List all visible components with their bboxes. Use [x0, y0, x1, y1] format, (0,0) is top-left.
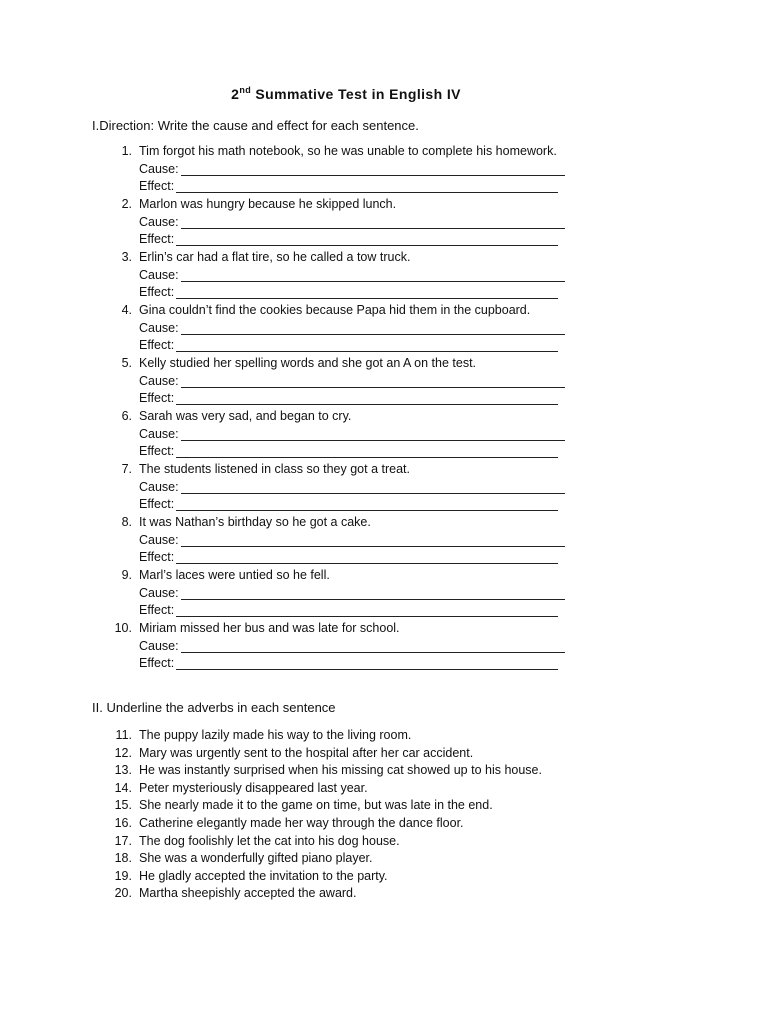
- section2-direction: II. Underline the adverbs in each sentence: [92, 700, 336, 715]
- sentence-number: 17.: [114, 833, 132, 848]
- adverb-sentence: She nearly made it to the game on time, but was late in the end.: [139, 798, 493, 813]
- effect-answer-line[interactable]: [176, 656, 558, 670]
- cause-label: Cause:: [139, 374, 179, 388]
- effect-row: [139, 603, 558, 620]
- sentence-number: 13.: [114, 763, 132, 778]
- cause-row: [139, 215, 565, 232]
- effect-label: Effect:: [139, 497, 175, 511]
- question-item: [110, 409, 610, 462]
- question-item: [110, 515, 610, 568]
- question-sentence: Marl’s laces were untied so he fell.: [139, 568, 330, 582]
- adverb-sentence-item: [110, 816, 630, 834]
- effect-answer-line[interactable]: [176, 285, 558, 299]
- question-sentence: Erlin’s car had a flat tire, so he called a tow truck.: [139, 250, 411, 264]
- sentence-number: 18.: [114, 851, 132, 866]
- cause-answer-line[interactable]: [181, 480, 565, 494]
- cause-label: Cause:: [139, 162, 179, 176]
- effect-row: [139, 232, 558, 249]
- effect-label: Effect:: [139, 444, 175, 458]
- cause-label: Cause:: [139, 321, 179, 335]
- effect-row: [139, 338, 558, 355]
- adverb-sentence: Catherine elegantly made her way through the dance floor.: [139, 815, 464, 830]
- question-sentence: Tim forgot his math notebook, so he was unable to complete his homework.: [139, 144, 557, 158]
- cause-label: Cause:: [139, 268, 179, 282]
- cause-answer-line[interactable]: [181, 427, 565, 441]
- question-number: 3.: [121, 250, 132, 264]
- effect-answer-line[interactable]: [176, 444, 558, 458]
- cause-row: [139, 374, 565, 391]
- adverb-sentence-item: [110, 886, 630, 904]
- cause-row: [139, 586, 565, 603]
- effect-answer-line[interactable]: [176, 338, 558, 352]
- effect-row: [139, 444, 558, 461]
- question-item: [110, 303, 610, 356]
- page-title: [0, 86, 692, 102]
- adverb-sentence-item: [110, 798, 630, 816]
- cause-label: Cause:: [139, 215, 179, 229]
- effect-answer-line[interactable]: [176, 550, 558, 564]
- adverb-sentence-item: [110, 834, 630, 852]
- cause-answer-line[interactable]: [181, 639, 565, 653]
- cause-answer-line[interactable]: [181, 215, 565, 229]
- adverb-sentence-item: [110, 869, 630, 887]
- effect-row: [139, 391, 558, 408]
- sentence-number: 11.: [115, 728, 132, 742]
- title-text: Summative Test in English IV: [255, 86, 461, 102]
- effect-row: [139, 285, 558, 302]
- effect-answer-line[interactable]: [176, 603, 558, 617]
- question-number: 10.: [114, 621, 132, 635]
- title-ordinal-suffix: nd: [239, 85, 252, 95]
- cause-effect-question-list: [110, 144, 610, 674]
- section1-direction: I.Direction: Write the cause and effect for each sentence.: [92, 118, 419, 133]
- adverb-sentence: He was instantly surprised when his missing cat showed up to his house.: [139, 763, 542, 778]
- sentence-number: 12.: [114, 745, 132, 760]
- adverb-sentence: Martha sheepishly accepted the award.: [139, 886, 357, 901]
- cause-row: [139, 162, 565, 179]
- question-item: [110, 568, 610, 621]
- sentence-number: 16.: [114, 815, 132, 830]
- cause-answer-line[interactable]: [181, 533, 565, 547]
- cause-answer-line[interactable]: [181, 162, 565, 176]
- question-sentence: The students listened in class so they got a treat.: [139, 462, 410, 476]
- cause-label: Cause:: [139, 427, 179, 441]
- question-sentence: Marlon was hungry because he skipped lunch.: [139, 197, 397, 211]
- cause-row: [139, 268, 565, 285]
- question-sentence: It was Nathan’s birthday so he got a cake.: [139, 515, 371, 529]
- question-item: [110, 462, 610, 515]
- effect-label: Effect:: [139, 285, 175, 299]
- cause-label: Cause:: [139, 533, 179, 547]
- question-item: [110, 197, 610, 250]
- effect-row: [139, 497, 558, 514]
- sentence-number: 20.: [114, 886, 132, 901]
- cause-label: Cause:: [139, 639, 179, 653]
- effect-label: Effect:: [139, 338, 175, 352]
- question-sentence: Gina couldn’t find the cookies because Papa hid them in the cupboard.: [139, 303, 531, 317]
- effect-answer-line[interactable]: [176, 179, 558, 193]
- question-number: 8.: [121, 515, 132, 529]
- question-number: 9.: [121, 568, 132, 582]
- sentence-number: 14.: [114, 780, 132, 795]
- effect-row: [139, 550, 558, 567]
- cause-label: Cause:: [139, 586, 179, 600]
- adverb-sentence: She was a wonderfully gifted piano player.: [139, 851, 373, 866]
- adverb-sentence: The puppy lazily made his way to the living room.: [139, 728, 412, 742]
- cause-answer-line[interactable]: [181, 268, 565, 282]
- effect-answer-line[interactable]: [176, 391, 558, 405]
- sentence-number: 15.: [114, 798, 132, 813]
- adverb-sentence-item: [110, 763, 630, 781]
- effect-row: [139, 656, 558, 673]
- sentence-number: 19.: [114, 868, 132, 883]
- effect-answer-line[interactable]: [176, 497, 558, 511]
- cause-row: [139, 480, 565, 497]
- effect-row: [139, 179, 558, 196]
- cause-label: Cause:: [139, 480, 179, 494]
- cause-answer-line[interactable]: [181, 586, 565, 600]
- adverb-sentence-list: [110, 728, 630, 904]
- adverb-sentence-item: [110, 728, 630, 746]
- effect-label: Effect:: [139, 656, 175, 670]
- question-number: 1.: [121, 144, 132, 158]
- question-number: 4.: [121, 303, 132, 317]
- cause-answer-line[interactable]: [181, 321, 565, 335]
- effect-label: Effect:: [139, 550, 175, 564]
- adverb-sentence: Peter mysteriously disappeared last year.: [139, 780, 368, 795]
- adverb-sentence-item: [110, 851, 630, 869]
- question-item: [110, 250, 610, 303]
- question-number: 2.: [121, 197, 132, 211]
- cause-row: [139, 533, 565, 550]
- adverb-sentence-item: [110, 781, 630, 799]
- effect-label: Effect:: [139, 391, 175, 405]
- cause-row: [139, 427, 565, 444]
- question-item: [110, 356, 610, 409]
- question-number: 6.: [121, 409, 132, 423]
- effect-label: Effect:: [139, 179, 175, 193]
- adverb-sentence: He gladly accepted the invitation to the party.: [139, 868, 388, 883]
- adverb-sentence-item: [110, 746, 630, 764]
- title-ordinal: 2: [231, 86, 240, 102]
- question-sentence: Miriam missed her bus and was late for school.: [139, 621, 400, 635]
- question-number: 7.: [121, 462, 132, 476]
- adverb-sentence: The dog foolishly let the cat into his dog house.: [139, 833, 400, 848]
- question-number: 5.: [121, 356, 132, 370]
- cause-row: [139, 321, 565, 338]
- cause-row: [139, 639, 565, 656]
- question-sentence: Kelly studied her spelling words and she got an A on the test.: [139, 356, 477, 370]
- question-item: [110, 621, 610, 674]
- cause-answer-line[interactable]: [181, 374, 565, 388]
- effect-label: Effect:: [139, 232, 175, 246]
- effect-label: Effect:: [139, 603, 175, 617]
- adverb-sentence: Mary was urgently sent to the hospital after her car accident.: [139, 745, 474, 760]
- effect-answer-line[interactable]: [176, 232, 558, 246]
- question-item: [110, 144, 610, 197]
- question-sentence: Sarah was very sad, and began to cry.: [139, 409, 352, 423]
